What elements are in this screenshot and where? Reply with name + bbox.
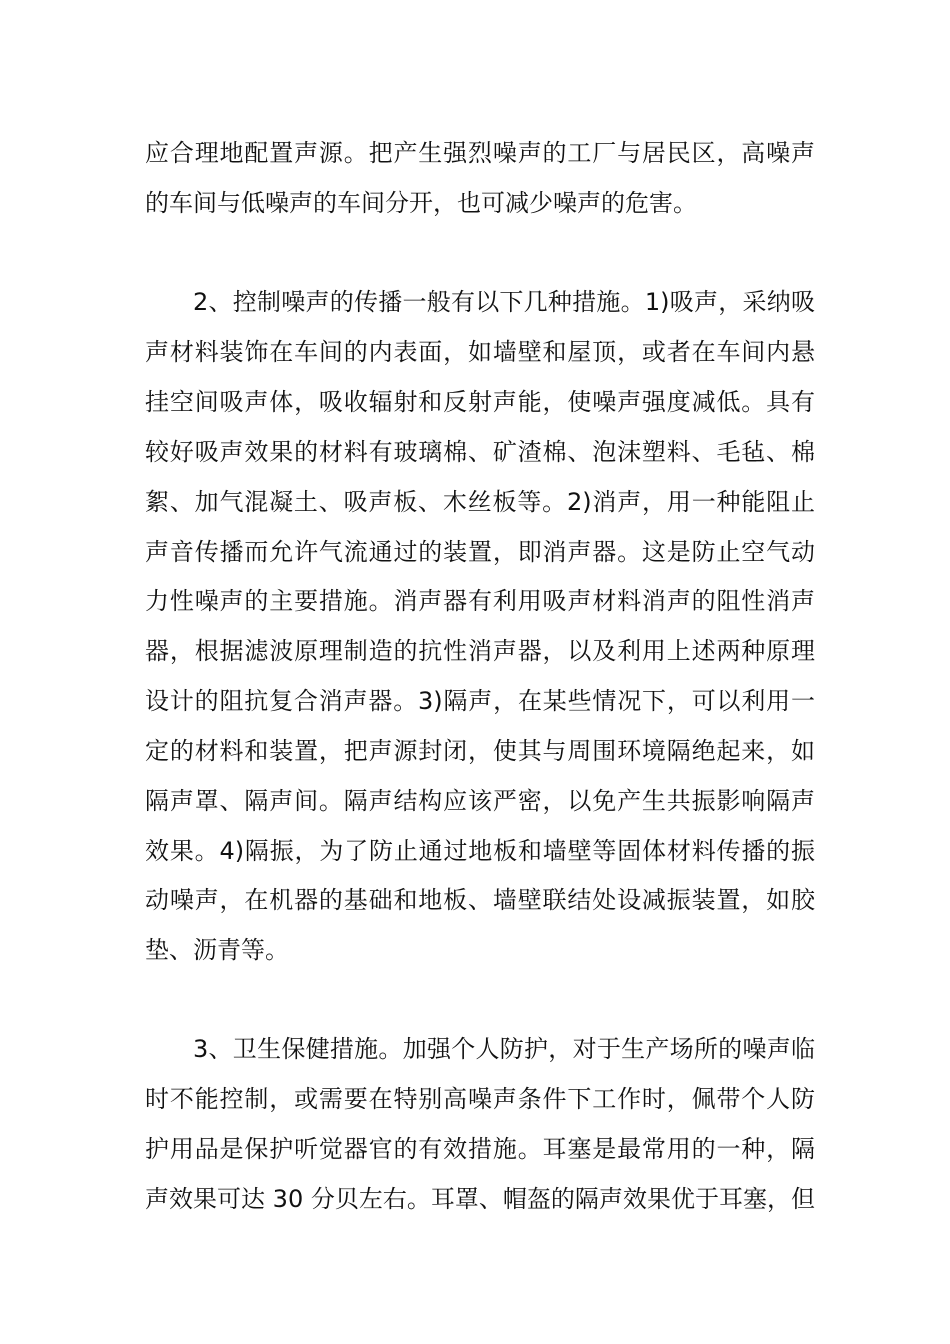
text-line: 护用品是保护听觉器官的有效措施。耳塞是最常用的一种，隔 bbox=[145, 1135, 815, 1163]
text-line: 隔声罩、隔声间。隔声结构应该严密，以免产生共振影响隔声 bbox=[145, 787, 815, 815]
text-line: 器，根据滤波原理制造的抗性消声器，以及利用上述两种原理 bbox=[145, 637, 815, 665]
text-line: 力性噪声的主要措施。消声器有利用吸声材料消声的阻性消声 bbox=[145, 587, 815, 615]
text-line: 效果。4)隔振，为了防止通过地板和墙壁等固体材料传播的振 bbox=[145, 837, 815, 865]
text-line: 设计的阻抗复合消声器。3)隔声，在某些情况下，可以利用一 bbox=[145, 687, 815, 715]
text-line: 3、卫生保健措施。加强个人防护，对于生产场所的噪声临 bbox=[193, 1035, 815, 1063]
text-line: 垫、沥青等。 bbox=[145, 936, 289, 964]
text-line: 挂空间吸声体，吸收辐射和反射声能，使噪声强度减低。具有 bbox=[145, 388, 815, 416]
text-line: 应合理地配置声源。把产生强烈噪声的工厂与居民区，高噪声 bbox=[145, 139, 815, 167]
text-line: 定的材料和装置，把声源封闭，使其与周围环境隔绝起来，如 bbox=[145, 737, 815, 765]
text-line: 声材料装饰在车间的内表面，如墙壁和屋顶，或者在车间内悬 bbox=[145, 338, 815, 366]
text-line: 2、控制噪声的传播一般有以下几种措施。1)吸声，采纳吸 bbox=[193, 288, 815, 316]
text-line: 声效果可达 30 分贝左右。耳罩、帽盔的隔声效果优于耳塞，但 bbox=[145, 1185, 815, 1213]
text-line: 较好吸声效果的材料有玻璃棉、矿渣棉、泡沫塑料、毛毡、棉 bbox=[145, 438, 815, 466]
text-line: 时不能控制，或需要在特别高噪声条件下工作时，佩带个人防 bbox=[145, 1085, 815, 1113]
text-line: 絮、加气混凝土、吸声板、木丝板等。2)消声，用一种能阻止 bbox=[145, 488, 815, 516]
text-line: 动噪声，在机器的基础和地板、墙壁联结处设减振装置，如胶 bbox=[145, 886, 815, 914]
text-line: 的车间与低噪声的车间分开，也可减少噪声的危害。 bbox=[145, 189, 697, 217]
text-line: 声音传播而允许气流通过的装置，即消声器。这是防止空气动 bbox=[145, 538, 815, 566]
